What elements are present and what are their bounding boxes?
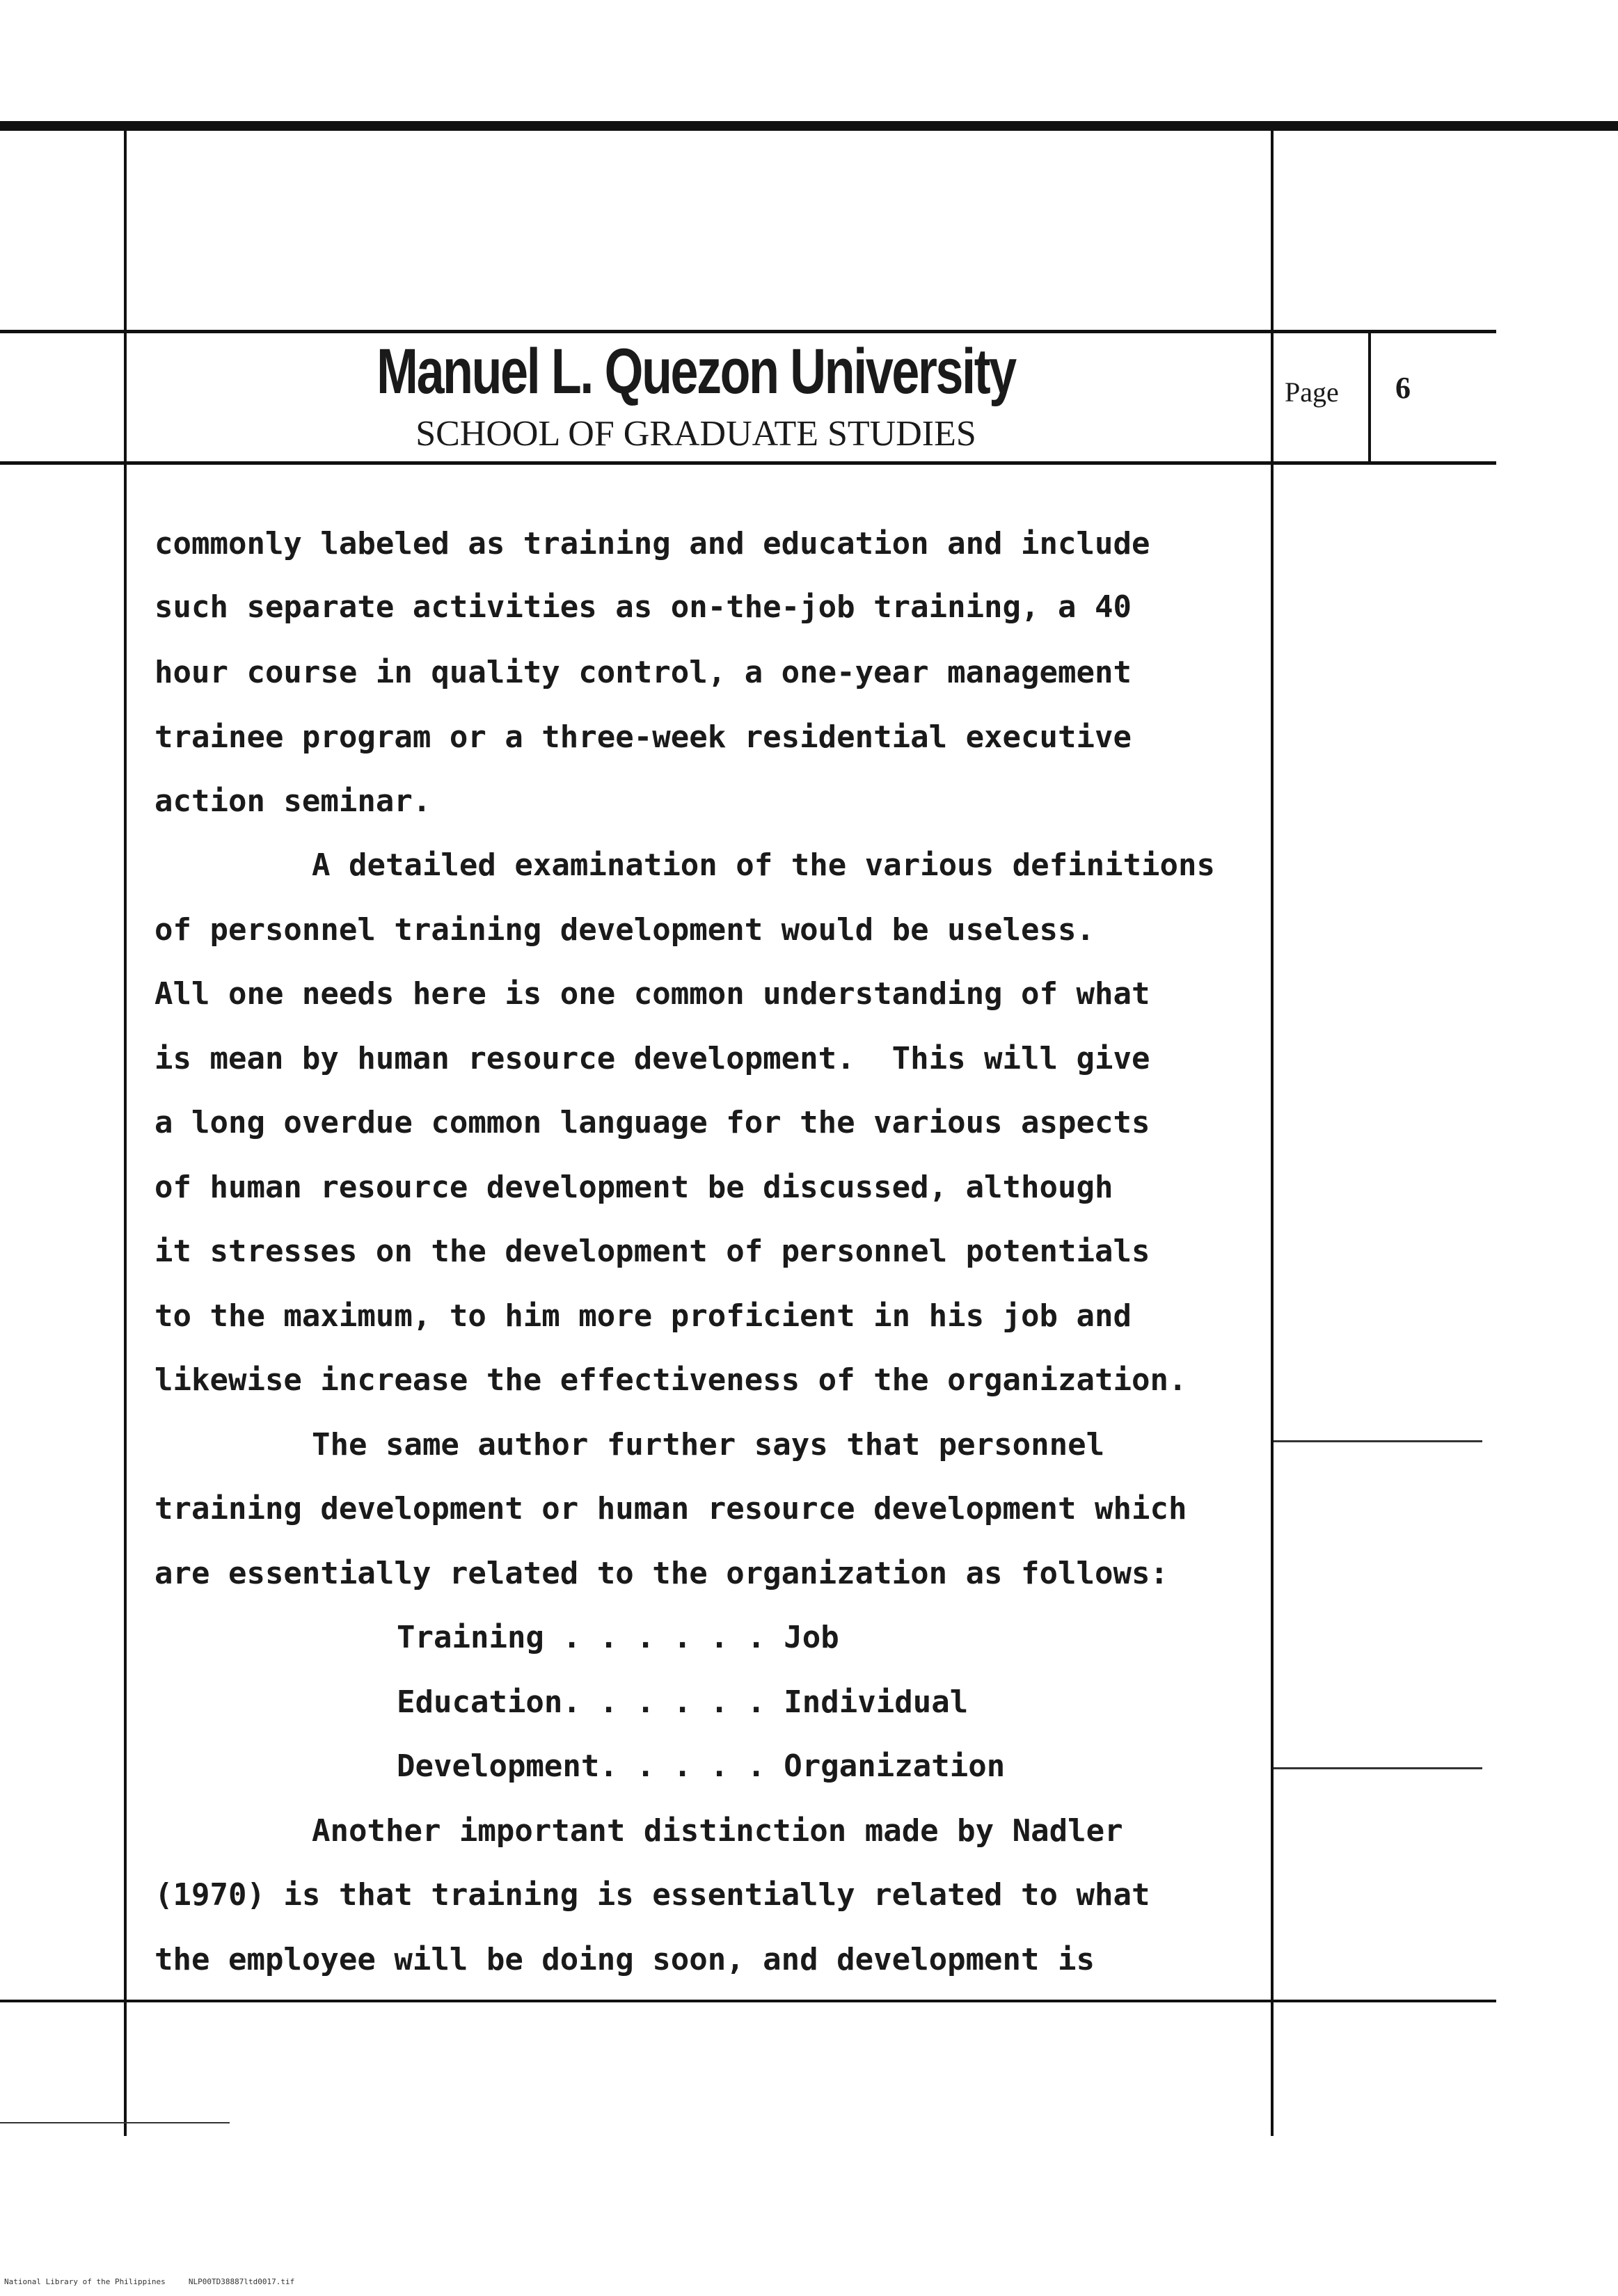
school-name: SCHOOL OF GRADUATE STUDIES [415,414,976,454]
body-line: training development or human resource development which [154,1491,1187,1526]
list-item: Education. . . . . . Individual [397,1684,969,1720]
body-line: likewise increase the effectiveness of the organization. [154,1362,1187,1398]
list-item: Development. . . . . Organization [397,1748,1006,1784]
body-line: is mean by human resource development. This will give [154,1041,1150,1076]
body-line: a long overdue common language for the various aspects [154,1105,1150,1140]
body-line: Another important distinction made by Nadler [312,1813,1123,1849]
body-line: of personnel training development would be useless. [154,912,1095,948]
body-line: The same author further says that personnel [312,1427,1105,1462]
body-line: hour course in quality control, a one-year management [154,655,1132,690]
body-line: A detailed examination of the various definitions [312,847,1216,883]
body-line: are essentially related to the organization as follows: [154,1556,1168,1591]
body-line: commonly labeled as training and education and include [154,526,1150,561]
body-line: such separate activities as on-the-job training, a 40 [154,589,1132,625]
body-line: the employee will be doing soon, and development is [154,1942,1095,1977]
body-line: of human resource development be discussed, although [154,1170,1113,1205]
body-line: (1970) is that training is essentially related to what [154,1877,1150,1913]
body-line: to the maximum, to him more proficient in his job and [154,1298,1132,1334]
body-line: it stresses on the development of personnel potentials [154,1234,1150,1269]
university-name: Manuel L. Quezon University [376,336,1015,407]
body-line: action seminar. [154,783,431,819]
body-line: trainee program or a three-week residential executive [154,719,1132,755]
list-item: Training . . . . . . Job [397,1620,839,1655]
scan-footer: National Library of the Philippines NLP00TD38887ltd0017.tif [4,2277,295,2286]
body-line: All one needs here is one common understanding of what [154,976,1150,1012]
page-number: 6 [1395,371,1411,405]
page-label: Page [1285,376,1339,408]
